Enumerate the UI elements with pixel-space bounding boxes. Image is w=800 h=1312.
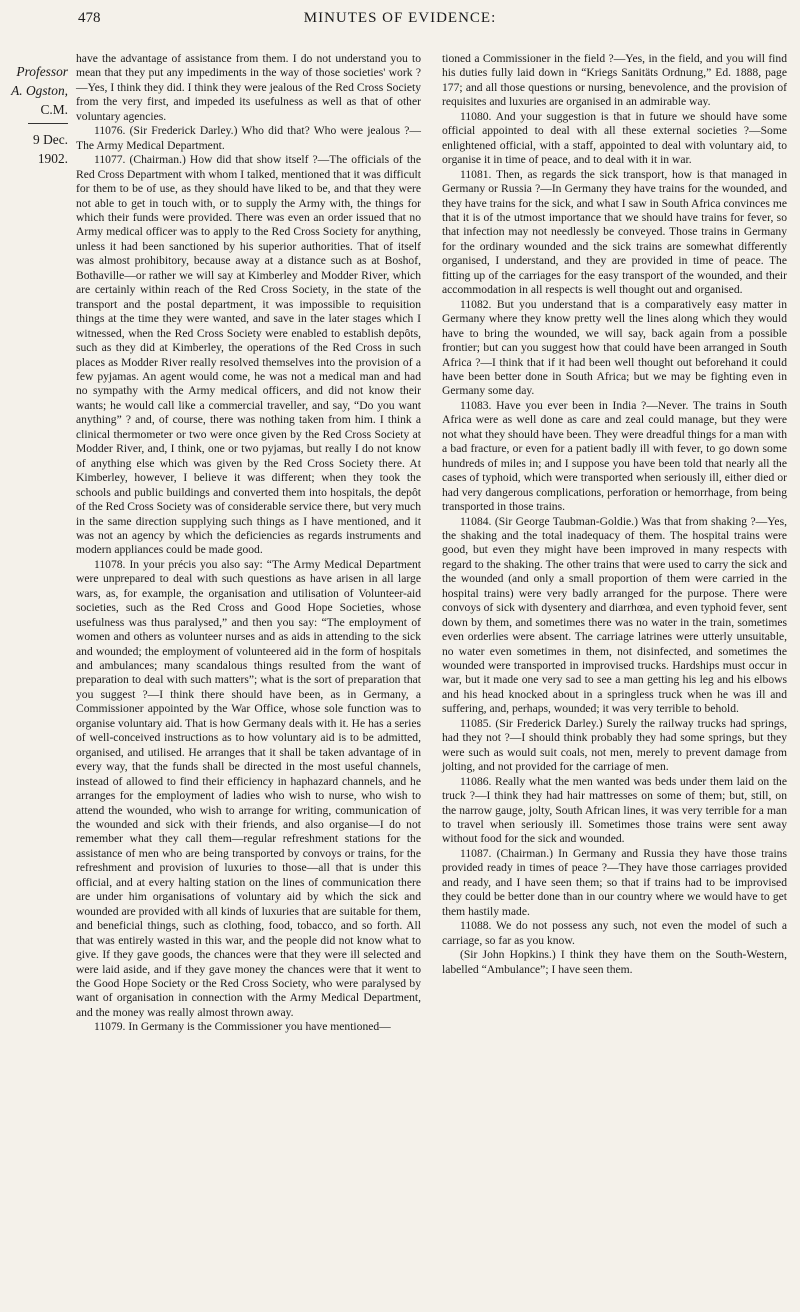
paragraph: 11086. Really what the men wanted was beds under them laid on the truck ?—I think they had hair mattresses on some of them; but, still, on the narrow gauge, jolty, South African lines, it was very terrible for a man to travel when seriously ill. Sometimes those trains were sent away without food for the sick and wounded.	[442, 774, 787, 846]
paragraph: have the advantage of assistance from them. I do not understand you to mean that they put any impediments in the way of those societies' work ?—Yes, I think they did. I think they were jealous of the Red Cross Society from the very first, and impeded its usefulness as well as that of other voluntary agencies.	[76, 52, 421, 123]
paragraph: tioned a Commissioner in the field ?—Yes, in the field, and you will find his duties fully laid down in “Kriegs Sanitäts Ordnung,” Ed. 1888, page 177; and all those questions or nursing, benevolence, and the provision of requisites and luxuries are organised in an admirable way.	[442, 52, 787, 109]
evidence-date: 9 Dec. 1902.	[33, 132, 68, 166]
paragraph: 11081. Then, as regards the sick transport, how is that managed in Germany or Russia ?—In Germany they have trains for the wounded, and they have trains for the sick, and what I saw in South Africa convinces me that it is of the utmost importance that we should have trains for fever, so that infection may not needlessly be conveyed. Those trains in Germany for the ordinary wounded and the sick trains are somewhat differently organised, I understand, and they are provided in time of peace. The fitting up of the carriages for the easy transport of the wounded, and their accommodation in all respects is well thought out and organised.	[442, 167, 787, 297]
witness-title: Professor	[16, 64, 68, 79]
paragraph: 11087. (Chairman.) In Germany and Russia they have those trains provided ready in times of peace ?—They have those carriages provided and ready, and I have seen them; so that if trains had to be improvised they could be better done than in our country where we would have to get them hastily made.	[442, 846, 787, 918]
paragraph: 11085. (Sir Frederick Darley.) Surely the railway trucks had springs, had they not ?—I should think probably they had some springs, but they were such as would suit coals, not men, merely to prevent damage from jolting, and not provided for the carriage of men.	[442, 716, 787, 774]
witness-degree: C.M.	[40, 102, 68, 117]
witness-name: A. Ogston,	[11, 83, 68, 98]
paragraph: 11082. But you understand that is a comparatively easy matter in Germany where they know pretty well the lines along which they would have to bring the wounded, we will say, back again from a possible frontier; but can you suggest how that could have been arranged in South Africa ?—I think that if it had been well thought out beforehand it could have been better done in South Africa; but we may be fighting even in Germany some day.	[442, 297, 787, 398]
paragraph: 11080. And your suggestion is that in future we should have some official appointed to deal with all these external societies ?—Some enlightened official, with a staff, appointed to deal with voluntary aid, to organise it in time of peace, and to deal with it in war.	[442, 109, 787, 167]
paragraph: 11076. (Sir Frederick Darley.) Who did that? Who were jealous ?—The Army Medical Department.	[76, 124, 421, 152]
left-column	[76, 52, 421, 1035]
paragraph: 11088. We do not possess any such, not even the model of such a carriage, so far as you know.	[442, 919, 787, 947]
paragraph: (Sir John Hopkins.) I think they have them on the South-Western, labelled “Ambulance”; I have seen them.	[442, 948, 787, 976]
paragraph: 11079. In Germany is the Commissioner you have mentioned—	[94, 1020, 391, 1034]
paragraph: 11078. In your précis you also say: “The Army Medical Department were unprepared to deal with such questions as have arisen in all large wars, as, for example, the organisation and utilisation of Volunteer-aid societies, such as the Red Cross and Good Hope Societies, whose usefulness was thus paralysed,” and then you say: “The employment of women and others as volunteer nurses and as aids in attending to the sick and wounded; the employment of volunteered aid in the form of hospitals and ambulances; many scandalous things resulted from the want of preparation to deal with such matters”; what is the sort of preparation that you suggest ?—I think there should have been, as in Germany, a Commissioner appointed by the War Office, whose sole function was to organise voluntary aid. That is how Germany deals with it. He has a series of well-conceived instructions as to how voluntary aid is to be admitted, organised, and utilised. He arranges that it shall be taken advantage of in every way, that the funds shall be directed in the most useful channels, instead of allowed to find their efficiency in haphazard channels, and he arranges for the employment of ladies who wish to nurse, who wish to attend the wounded, who wish to arrange for writing, communication of the wounded and sick with their friends, and also organise—I do not remember what they call them—regular refreshment stations for the assistance of men who are being transported by convoys or trains, for the refreshment and provision of luxuries to those—all that is under this official, and at every halting station on the lines of communication there are under him organisations of voluntary aid by which the sick and wounded are provided with all kinds of luxuries that are suitable for them, and beneficial things, such as clothing, food, tobacco, and so forth. All that was entirely wasted in this war, and the people did not know what to give. If they gave goods, the chances were that they were ill selected and were laid aside, and if they gave money the chances were that it went to the Good Hope Society or the Red Cross Society, who were paralysed by want of organisation in connection with the Army Medical Department, and the money was really almost thrown away.	[76, 557, 421, 1019]
right-column	[442, 52, 787, 977]
paragraph: 11084. (Sir George Taubman-Goldie.) Was that from shaking ?—Yes, the shaking and the total inadequacy of them. The hospital trains were good, but even they might have been improved in many respects with regard to the shaking. The other trains that were used to carry the sick and the wounded (and only a small proportion of them were carried in the hospital trains) were very badly arranged for the purpose. There were convoys of sick with dysentery and diarrhœa, and even typhoid fever, sent down by them, and sometimes there was no water in the train, sometimes even orderlies were absent. The carriage latrines were utterly unsuitable, no water even sometimes in them, not disinfected, and sometimes the wounded were transported in improvised trucks. Hardships must occur in war, but it made one very sad to see a man getting his leg and his elbows and his head knocked about in a springless truck when he was ill and suffering, and, perhaps, wounded; it was very terrible to behold.	[442, 514, 787, 716]
witness-sidebar	[0, 62, 68, 168]
paragraph: 11077. (Chairman.) How did that show itself ?—The officials of the Red Cross Department with whom I talked, mentioned that it was difficult for them to be of use, as they should have liked to be, and that they were not able to get in touch with, or to supply the Army with, the things for which their funds were provided. There was even an order issued that no Army medical officer was to apply to the Red Cross Society for anything, unless it had been sanctioned by his superior authorities. That of itself was almost prohibitory, because away at a distance such as at Boshof, Bothaville—or rather we will say at Kimberley and Modder River, which are certainly within reach of the Red Cross Society, in the state of the transport and the postal department, it was impossible to requisition things at the time they were wanted, and save in the later stages which I witnessed, when the Red Cross Society were enabled to establish depôts, such as they did at Kimberley, the operations of the Red Cross in such places as Modder River really resolved themselves into the provision of a few pyjamas. An agent would come, he was not a medical man and had no sympathy with the Army medical officers, and did not know their wants; he would call like a commercial traveller, and say, “Do you want anything” ? and, of course, there was nothing taken from him. I think a clinical thermometer or two were once given by the Red Cross Society at Modder River, and, I think, one or two pyjamas, but really I do not know of anything else which was given by the Red Cross Society there. At Kimberley, however, I believe it was different; when they took the schools and public buildings and converted them into hospitals, the depôt of the Red Cross Society was of considerable service there, but very much in the same direction supplying such things as I have mentioned, and it was not an agency by which the deficiencies as regards instruments and modern appliances could be made good.	[76, 153, 421, 557]
page-header	[0, 10, 800, 36]
page-number: 478	[78, 10, 101, 26]
sidebar-divider	[28, 123, 68, 124]
paragraph: 11083. Have you ever been in India ?—Never. The trains in South Africa were as well done as care and zeal could manage, but they were not what they should have been. They were dreadful things for a man with a bad fracture, or even for a patient badly ill with fever, to go down some hundreds of miles in; and I suppose you have been told that nearly all the cases of typhoid, which were transported when seriously ill, either died or had very dangerous complications, perforation or hemorrhage, from being transported in those trains.	[442, 398, 787, 514]
running-title: MINUTES OF EVIDENCE:	[303, 10, 497, 26]
